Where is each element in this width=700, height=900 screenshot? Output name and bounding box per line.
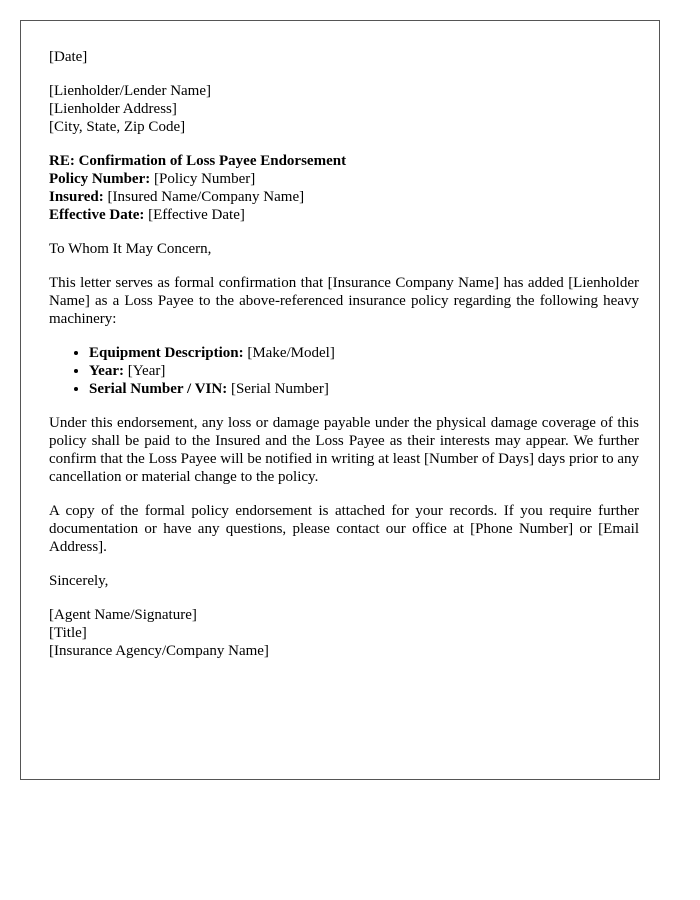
policy-number-value: [Policy Number] [153,171,256,187]
subject-block [49,152,639,224]
signature-block [49,606,639,660]
letter-page [20,20,660,780]
salutation: To Whom It May Concern, [49,241,212,257]
effective-date-value: [Effective Date] [148,207,245,223]
equipment-value: [Make/Model] [247,345,335,361]
policy-number-line [49,170,639,188]
effective-date-label: Effective Date: [49,207,145,223]
insured-line [49,188,639,206]
equipment-item-description [89,344,639,362]
effective-date-line [49,206,639,224]
re-line: RE: Confirmation of Loss Payee Endorsement [49,153,347,169]
signature-title: [Title] [49,625,87,641]
closing: Sincerely, [49,573,109,589]
equipment-value: [Serial Number] [230,381,329,397]
recipient-block [49,82,639,136]
paragraph-attachment-contact: A copy of the formal policy endorsement is attached for your records. If you require further documentation or have any questions, please contact our office at [Phone Number] or [Email Address]. [49,503,639,555]
policy-number-label: Policy Number: [49,171,151,187]
recipient-name: [Lienholder/Lender Name] [49,83,212,99]
recipient-city-state-zip: [City, State, Zip Code] [49,119,186,135]
equipment-label: Equipment Description: [89,345,244,361]
equipment-item-serial [89,380,639,398]
insured-value: [Insured Name/Company Name] [107,189,305,205]
paragraph-confirmation: This letter serves as formal confirmation that [Insurance Company Name] has added [Lienholder Name] as a Loss Payee to the above-referenced insurance policy regarding the following heavy machinery: [49,275,639,327]
equipment-item-year [89,362,639,380]
equipment-label: Serial Number / VIN: [89,381,228,397]
letter-date: [Date] [49,49,88,65]
equipment-list [49,344,639,398]
signature-agent: [Agent Name/Signature] [49,607,197,623]
insured-label: Insured: [49,189,104,205]
paragraph-endorsement-terms: Under this endorsement, any loss or damage payable under the physical damage coverage of this policy shall be paid to the Insured and the Loss Payee as their interests may appear. We further confirm that the Loss Payee will be notified in writing at least [Number of Days] days prior to any cancellation or material change to the policy. [49,415,639,485]
letter-body [49,48,639,676]
equipment-label: Year: [89,363,124,379]
signature-company: [Insurance Agency/Company Name] [49,643,269,659]
equipment-value: [Year] [127,363,166,379]
recipient-address: [Lienholder Address] [49,101,177,117]
date-block [49,48,639,66]
